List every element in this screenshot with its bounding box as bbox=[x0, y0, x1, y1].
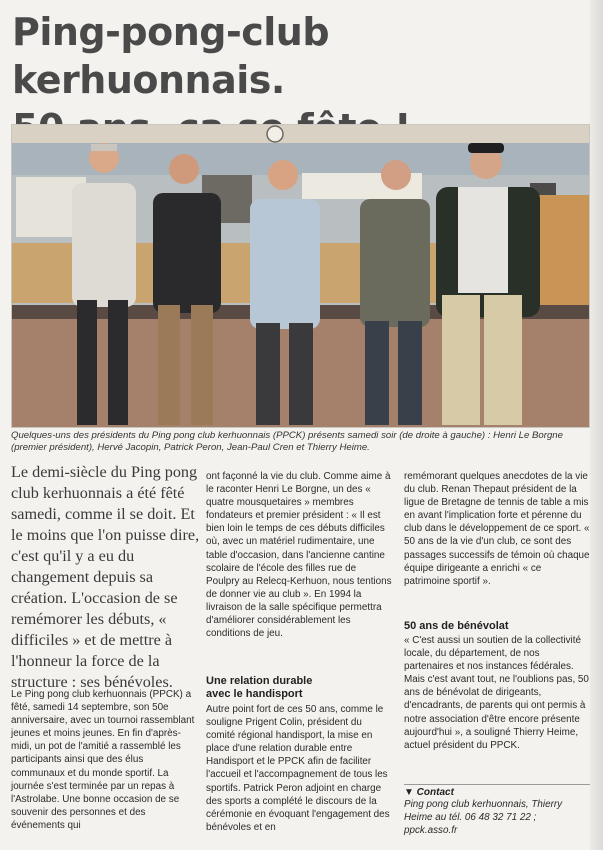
photo-caption: Quelques-uns des présidents du Ping pong club kerhuonnais (PPCK) présents samedi soir (de droite à gauche) : Henri Le Borgne (premier président), Hervé Jacopin, Patrick Peron, Jean-Paul Cren et Thierry Heime. bbox=[11, 430, 563, 453]
body-column-3: remémorant quelques anecdotes de la vie du club. Renan Thepaut président de la ligue de Bretagne de tennis de table a mis en avant l'implication forte et pérenne du club dans le développement de ce sport. « 50 ans de la vie d'un club, ce sont des passages successifs de témoin où chaque équipe dirigeante a enrichi « ce patrimoine sportif ». bbox=[404, 471, 590, 587]
photo-ceiling bbox=[12, 125, 589, 145]
contact-website: ppck.asso.fr bbox=[404, 825, 458, 836]
title-line-1: Ping-pong-club kerhuonnais. bbox=[12, 10, 330, 102]
group-photo bbox=[11, 124, 590, 428]
wall-clock-icon bbox=[267, 126, 283, 142]
body-column-3b: « C'est aussi un soutien de la collectivité locale, du département, de nos partenaires et nos instances fédérales. Mais c'est avant tout, ne l'oublions pas, 50 ans de bénévolat de dirigeants, d'encadrants, de parents qui ont permis à notre association d'être encore présente aujourd'hui », a souligné Thierry Heime, actuel président du PPCK. bbox=[404, 635, 589, 751]
body-column-2b: Autre point fort de ces 50 ans, comme le souligne Prigent Colin, président du comité régional handisport, la mise en place d'une relation durable entre Handisport et le PPCK afin de faciliter l'accueil et l'accompagnement de tous les sportifs. Patrick Peron adjoint en charge des sports a complété le discours de la cérémonie en évoquant l'engagement des bénévoles et en bbox=[206, 704, 390, 833]
subhead-handisport-line-2: avec le handisport bbox=[206, 688, 303, 700]
contact-details bbox=[404, 798, 590, 837]
contact-line-2: Heime au tél. 06 48 32 71 22 ; bbox=[404, 812, 537, 823]
subhead-benevolat: 50 ans de bénévolat bbox=[404, 620, 509, 632]
subhead-handisport bbox=[206, 675, 392, 701]
article-lead: Le demi-siècle du Ping pong club kerhuonnais a été fêté samedi, comme il se doit. Et le moins que l'on puisse dire, c'est qu'il y a eu du changement depuis sa création. L'occasion de se remémorer les débuts, « difficiles » et de mettre à l'honneur la force de la structure : ses bénévoles. bbox=[11, 463, 200, 691]
subhead-handisport-line-1: Une relation durable bbox=[206, 675, 313, 687]
contact-label: ▼ Contact bbox=[404, 787, 454, 798]
contact-box bbox=[404, 784, 590, 837]
group-photo-illustration bbox=[12, 125, 589, 427]
contact-line-1: Ping pong club kerhuonnais, Thierry bbox=[404, 799, 563, 810]
body-column-2: ont façonné la vie du club. Comme aime à le raconter Henri Le Borgne, un des « quatre mousquetaires » membres fondateurs et premier président : « Il est bien loin le temps de ces débuts difficiles où, avec un matériel rudimentaire, une table d'occasion, dans l'ancienne cantine scolaire de l'école des filles rue de Poulpry au Relecq-Kerhuon, nous tentions de donner vie au club ». En 1994 la livraison de la salle spécifique permettra d'améliorer considérablement les conditions de jeu. bbox=[206, 471, 392, 640]
body-column-1: Le Ping pong club kerhuonnais (PPCK) a fêté, samedi 14 septembre, son 50e anniversaire, avec un tournoi rassemblant jeunes et moins jeunes. En fin d'après-midi, un pot de l'amitié a rassemblé les participants ainsi que des élus communaux et du monde sportif. La journée s'est terminée par un repas à l'Astrolabe. Une bonne occasion de se souvenir des personnes et des événements qui bbox=[11, 689, 195, 831]
